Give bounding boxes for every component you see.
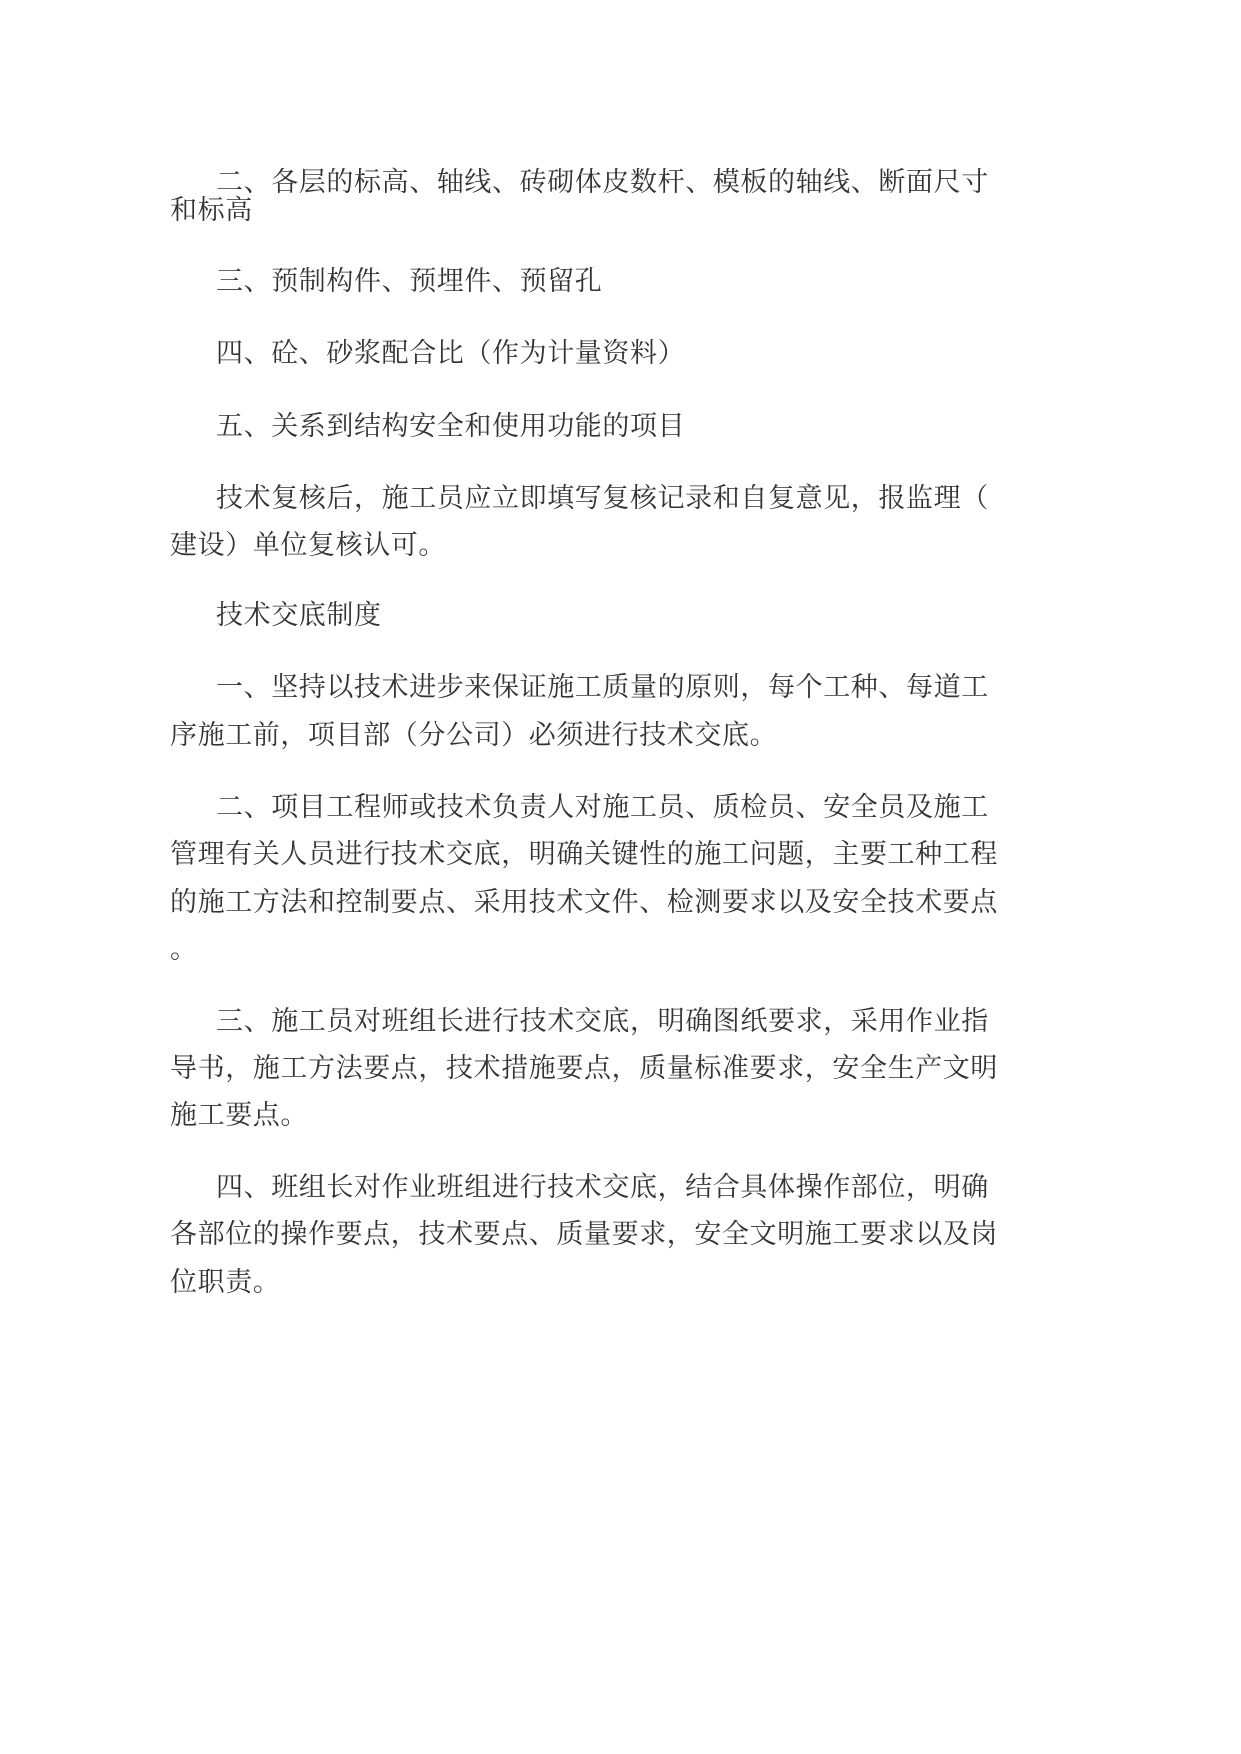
briefing-item-1-line-1: 一、坚持以技术进步来保证施工质量的原则，每个工种、每道工 [216,672,989,703]
briefing-item-2-line-4: 。 [170,934,198,965]
item-2-line-2: 和标高 [170,195,253,226]
briefing-item-2-line-2: 管理有关人员进行技术交底，明确关键性的施工问题，主要工种工程 [170,839,998,870]
section-heading-technical-briefing: 技术交底制度 [216,600,382,631]
briefing-item-3-line-2: 导书，施工方法要点，技术措施要点，质量标准要求，安全生产文明 [170,1053,998,1084]
briefing-item-4-line-3: 位职责。 [170,1267,281,1298]
briefing-item-3-line-1: 三、施工员对班组长进行技术交底，明确图纸要求，采用作业指 [216,1006,989,1037]
briefing-item-3-line-3: 施工要点。 [170,1100,308,1131]
briefing-item-2-line-3: 的施工方法和控制要点、采用技术文件、检测要求以及安全技术要点 [170,887,998,918]
item-2-line-1: 二、各层的标高、轴线、砖砌体皮数杆、模板的轴线、断面尺寸 [216,167,989,198]
item-4: 四、砼、砂浆配合比（作为计量资料） [216,338,686,369]
review-note-line-1: 技术复核后，施工员应立即填写复核记录和自复意见，报监理（ [216,483,989,514]
briefing-item-2-line-1: 二、项目工程师或技术负责人对施工员、质检员、安全员及施工 [216,792,989,823]
item-3: 三、预制构件、预埋件、预留孔 [216,266,603,297]
review-note-line-2: 建设）单位复核认可。 [170,530,446,561]
item-5: 五、关系到结构安全和使用功能的项目 [216,411,686,442]
briefing-item-1-line-2: 序施工前，项目部（分公司）必须进行技术交底。 [170,720,778,751]
briefing-item-4-line-1: 四、班组长对作业班组进行技术交底，结合具体操作部位，明确 [216,1172,989,1203]
briefing-item-4-line-2: 各部位的操作要点，技术要点、质量要求，安全文明施工要求以及岗 [170,1219,998,1250]
